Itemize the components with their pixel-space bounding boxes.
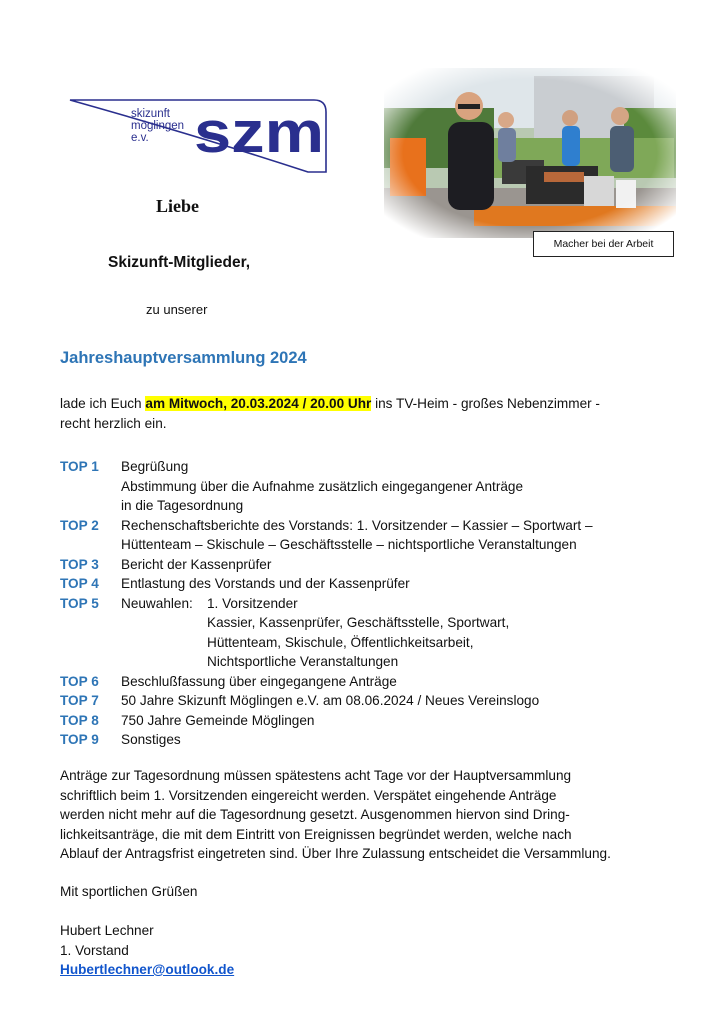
paragraph-line: Ablauf der Antragsfrist eingetreten sind. Über Ihre Zulassung entscheidet die Versammlung.: [60, 846, 611, 861]
greeting-line2: Skizunft-Mitglieder,: [108, 254, 251, 271]
agenda-label: TOP 6: [60, 673, 99, 689]
agenda-line: 50 Jahre Skizunft Möglingen e.V. am 08.06.2024 / Neues Vereinslogo: [121, 693, 540, 708]
agenda-sub-row: [121, 652, 680, 672]
agenda-line: Rechenschaftsberichte des Vorstands: 1. Vorsitzender – Kassier – Sportwart –: [121, 517, 593, 533]
email-link[interactable]: Hubertlechner@outlook.de: [60, 962, 235, 977]
greeting-line3: zu unserer: [146, 302, 208, 317]
paragraph-line: werden nicht mehr auf die Tagesordnung gesetzt. Ausgenommen hiervon sind Dring-: [60, 807, 570, 822]
agenda-sub-line: Nichtsportliche Veranstaltungen: [207, 654, 399, 669]
agenda-item-top5: [60, 594, 680, 672]
agenda-item-top1: [60, 457, 680, 516]
invitation-line2: recht herzlich ein.: [60, 415, 167, 431]
agenda-line: Sonstiges: [121, 732, 181, 747]
agenda-item-top4: [60, 574, 680, 594]
agenda-sub-row: [121, 613, 680, 633]
photo-caption: Macher bei der Arbeit: [533, 231, 674, 257]
agenda-sub-line: 1. Vorsitzender: [207, 595, 298, 611]
agenda-item-top9: [60, 730, 680, 750]
agenda-line: 750 Jahre Gemeinde Möglingen: [121, 712, 315, 728]
page-title: Jahreshauptversammlung 2024: [60, 349, 307, 367]
invitation-after: ins TV-Heim - großes Nebenzimmer -: [371, 396, 600, 411]
agenda-line: Abstimmung über die Aufnahme zusätzlich eingegangener Anträge: [121, 478, 524, 494]
agenda-sub-line: Kassier, Kassenprüfer, Geschäftsstelle, Sportwart,: [207, 615, 510, 630]
event-photo: [384, 68, 676, 238]
logo-mark: szm: [194, 100, 324, 165]
signature-role: 1. Vorstand: [60, 942, 129, 958]
paragraph-line: lichkeitsanträge, die mit dem Eintritt von Ereignissen begründet werden, welche nach: [60, 826, 572, 842]
agenda-line: in die Tagesordnung: [121, 498, 244, 513]
paragraph-line: Anträge zur Tagesordnung müssen spätestens acht Tage vor der Hauptversammlung: [60, 768, 572, 783]
agenda-line: Hüttenteam – Skischule – Geschäftsstelle – nichtsportliche Veranstaltungen: [121, 537, 577, 552]
agenda-label: TOP 7: [60, 693, 99, 708]
agenda-label: TOP 3: [60, 556, 99, 572]
agenda-sub-row: [121, 633, 680, 653]
agenda-label: TOP 5: [60, 595, 99, 611]
club-logo-graphic: [68, 96, 330, 176]
agenda-label: TOP 8: [60, 712, 99, 728]
paragraph-line: schriftlich beim 1. Vorsitzenden eingereicht werden. Verspätet eingehende Anträge: [60, 787, 557, 803]
club-logo: [68, 96, 330, 176]
agenda-item-top3: [60, 555, 680, 575]
meeting-date-highlight: am Mitwoch, 20.03.2024 / 20.00 Uhr: [145, 396, 372, 411]
agenda-line: Entlastung des Vorstands und der Kassenprüfer: [121, 576, 410, 591]
signature-block: [60, 921, 234, 980]
agenda-sub-row: [121, 594, 680, 614]
logo-text-line1: skizunft: [131, 108, 170, 120]
invitation-line1: [60, 394, 660, 414]
closing-text: Mit sportlichen Grüßen: [60, 884, 198, 899]
logo-text-line2: möglingen: [131, 120, 185, 132]
agenda-item-top6: [60, 672, 680, 692]
photo-illustration: [384, 68, 676, 238]
logo-text-line3: e.v.: [131, 132, 149, 144]
agenda-label: TOP 9: [60, 732, 99, 747]
agenda-line: Neuwahlen:: [121, 595, 193, 611]
agenda-list: [60, 457, 680, 750]
agenda-line: Bericht der Kassenprüfer: [121, 556, 272, 572]
motions-paragraph: [60, 766, 660, 864]
agenda-label: TOP 1: [60, 459, 99, 474]
agenda-label: TOP 2: [60, 517, 99, 533]
agenda-line: Beschlußfassung über eingegangene Anträge: [121, 673, 397, 689]
agenda-label: TOP 4: [60, 576, 99, 591]
invitation-before: lade ich Euch: [60, 396, 146, 411]
greeting-line1: Liebe: [156, 196, 199, 216]
agenda-sub-line: Hüttenteam, Skischule, Öffentlichkeitsarbeit,: [207, 634, 474, 650]
agenda-line: Begrüßung: [121, 459, 189, 474]
agenda-item-top2: [60, 516, 680, 555]
agenda-item-top8: [60, 711, 680, 731]
signature-name: Hubert Lechner: [60, 923, 154, 938]
invitation-text: [60, 394, 660, 433]
agenda-item-top7: [60, 691, 680, 711]
